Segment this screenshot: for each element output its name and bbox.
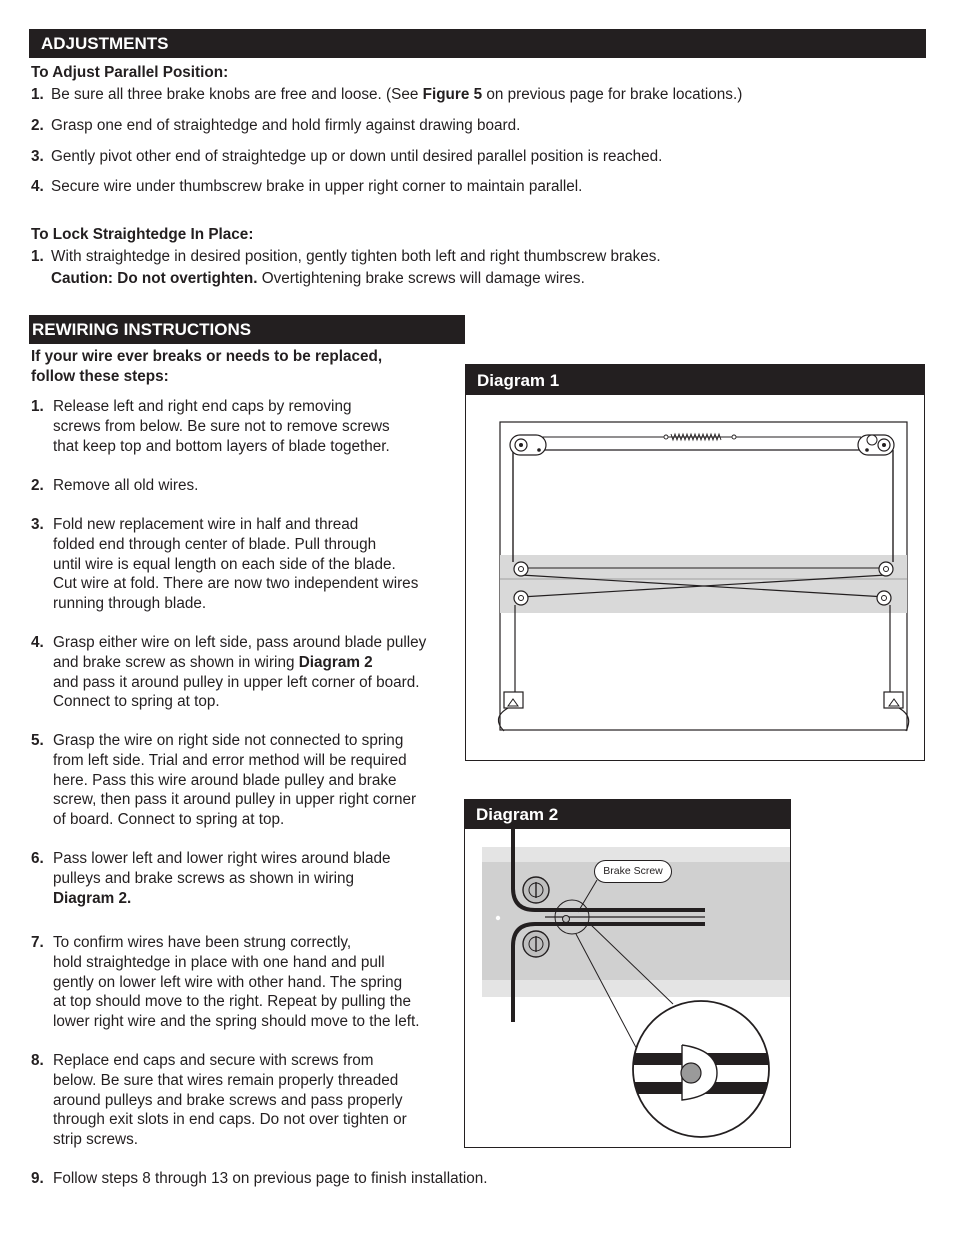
diagram-2-ref: Diagram 2	[298, 653, 373, 671]
rewire-step-3-line-2: folded end through center of blade. Pull through	[53, 535, 377, 553]
rewire-step-8-num: 8.	[31, 1052, 44, 1069]
rewire-step-6	[53, 849, 391, 908]
parallel-step-1	[51, 85, 742, 105]
rewiring-intro-2: follow these steps:	[31, 368, 169, 385]
rewire-step-4-line-4: Connect to spring at top.	[53, 693, 220, 711]
rewire-step-6-line-1: Pass lower left and lower right wires around blade	[53, 850, 391, 867]
diagram-2-box	[464, 799, 791, 1148]
parallel-step-1-post: on previous page for brake locations.)	[482, 86, 743, 103]
rewire-step-2-num: 2.	[31, 477, 44, 494]
rewire-step-3-line-1: Fold new replacement wire in half and thread	[53, 516, 359, 533]
parallel-step-3-num: 3.	[31, 148, 44, 165]
rewire-step-7	[53, 933, 419, 1032]
parallel-step-3: Gently pivot other end of straightedge up or down until desired parallel position is reached.	[51, 148, 663, 165]
parallel-step-1-pre: Be sure all three brake knobs are free and loose. (See	[51, 86, 423, 103]
rewire-step-6-num: 6.	[31, 850, 44, 867]
rewire-step-9-num: 9.	[31, 1170, 44, 1187]
rewire-step-9-line-1: Follow steps 8 through 13 on previous page to finish installation.	[53, 1170, 488, 1187]
rewire-step-3-line-5: running through blade.	[53, 595, 207, 613]
lock-step-1: With straightedge in desired position, gently tighten both left and right thumbscrew brakes.	[51, 248, 661, 265]
rewire-step-7-line-3: gently on lower left wire with other hand. The spring	[53, 973, 403, 991]
rewire-step-5	[53, 731, 416, 830]
parallel-step-2: Grasp one end of straightedge and hold firmly against drawing board.	[51, 117, 521, 134]
rewire-step-4	[53, 633, 426, 712]
rewire-step-8	[53, 1051, 407, 1150]
diagram-2-title: Diagram 2	[476, 805, 559, 824]
rewire-step-2	[53, 476, 198, 496]
rewiring-header	[29, 315, 465, 344]
rewire-step-7-line-5: lower right wire and the spring should move to the left.	[53, 1013, 420, 1031]
rewire-step-3-line-4: Cut wire at fold. There are now two independent wires	[53, 575, 419, 593]
rewire-step-8-line-1: Replace end caps and secure with screws from	[53, 1052, 374, 1069]
rewiring-intro-1: If your wire ever breaks or needs to be replaced,	[31, 348, 383, 365]
rewire-step-8-line-5: strip screws.	[53, 1131, 138, 1149]
parallel-title: To Adjust Parallel Position:	[31, 64, 229, 81]
diagram-2-drawing	[465, 800, 790, 1147]
diagram-1-box	[465, 364, 925, 761]
rewire-step-1	[53, 397, 390, 456]
lock-step-1-num: 1.	[31, 248, 44, 265]
parallel-step-4-num: 4.	[31, 178, 44, 195]
rewire-step-1-num: 1.	[31, 398, 44, 415]
rewire-step-3	[53, 515, 418, 614]
brake-screw-callout-text: Brake Screw	[603, 865, 663, 877]
rewire-step-4-line-1: Grasp either wire on left side, pass around blade pulley	[53, 634, 427, 651]
rewire-step-5-line-5: of board. Connect to spring at top.	[53, 811, 285, 829]
caution-text: Overtightening brake screws will damage wires.	[257, 270, 585, 287]
rewire-step-7-line-2: hold straightedge in place with one hand and pull	[53, 953, 385, 971]
rewire-step-4-line-2	[53, 653, 426, 673]
rewire-step-1-line-2: screws from below. Be sure not to remove screws	[53, 417, 390, 435]
rewire-step-6-line-3: Diagram 2.	[53, 889, 132, 907]
brake-screw-callout	[594, 860, 672, 883]
rewire-step-8-line-4: through exit slots in end caps. Do not over tighten or	[53, 1111, 407, 1129]
lock-title: To Lock Straightedge In Place:	[31, 226, 254, 243]
caution-bold: Caution: Do not overtighten.	[51, 270, 258, 287]
parallel-step-2-num: 2.	[31, 117, 44, 134]
rewire-step-5-line-3: here. Pass this wire around blade pulley and brake	[53, 771, 397, 789]
rewire-step-8-line-2: below. Be sure that wires remain properly threaded	[53, 1071, 399, 1089]
caution-line	[51, 269, 585, 289]
rewire-step-8-line-3: around pulleys and brake screws and pass properly	[53, 1091, 403, 1109]
diagram-1-title: Diagram 1	[477, 371, 560, 390]
rewire-step-7-num: 7.	[31, 934, 44, 951]
rewire-step-1-line-3: that keep top and bottom layers of blade together.	[53, 437, 390, 455]
rewire-step-5-line-2: from left side. Trial and error method will be required	[53, 751, 407, 769]
adjustments-header-text: ADJUSTMENTS	[41, 34, 169, 53]
figure-ref: Figure 5	[422, 86, 483, 103]
rewire-step-4-num: 4.	[31, 634, 44, 651]
diagram-1-drawing	[466, 365, 924, 760]
rewire-step-9	[53, 1169, 488, 1189]
rewire-step-1-line-1: Release left and right end caps by removing	[53, 398, 352, 415]
rewire-step-4-line-3: and pass it around pulley in upper left corner of board.	[53, 673, 420, 691]
rewire-step-5-line-4: screw, then pass it around pulley in upper right corner	[53, 791, 417, 809]
rewire-step-5-line-1: Grasp the wire on right side not connected to spring	[53, 732, 404, 749]
parallel-step-1-num: 1.	[31, 86, 44, 103]
rewiring-header-text: REWIRING INSTRUCTIONS	[32, 320, 252, 339]
rewire-step-4-line-2-text: and brake screw as shown in wiring	[53, 653, 299, 671]
rewire-step-7-line-1: To confirm wires have been strung correctly,	[53, 934, 352, 951]
rewire-step-5-num: 5.	[31, 732, 44, 749]
adjustments-header	[29, 29, 926, 58]
rewire-step-3-line-3: until wire is equal length on each side of the blade.	[53, 555, 396, 573]
rewire-step-3-num: 3.	[31, 516, 44, 533]
parallel-step-4: Secure wire under thumbscrew brake in upper right corner to maintain parallel.	[51, 178, 583, 195]
rewire-step-7-line-4: at top should move to the right. Repeat by pulling the	[53, 993, 412, 1011]
rewire-step-2-line-1: Remove all old wires.	[53, 477, 199, 494]
rewire-step-6-line-2: pulleys and brake screws as shown in wiring	[53, 869, 354, 887]
